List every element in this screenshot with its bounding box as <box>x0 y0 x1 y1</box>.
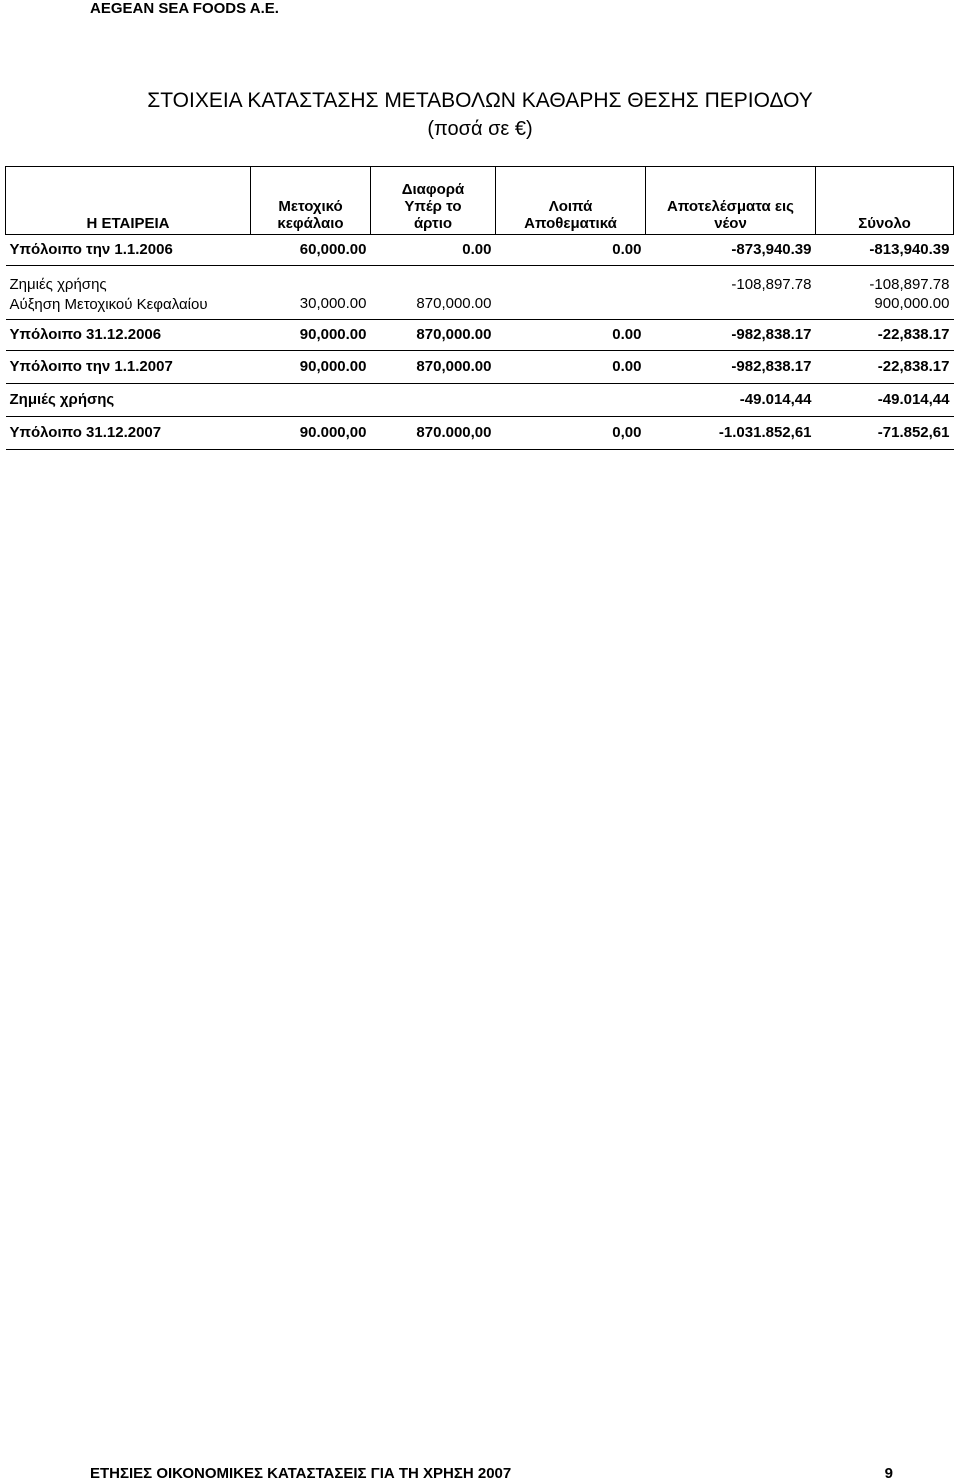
table-row <box>6 351 954 384</box>
table-header-row <box>6 167 954 235</box>
table-row <box>6 276 954 294</box>
cell-retained-earnings: -1.031.852,61 <box>646 417 816 450</box>
cell-other-reserves <box>496 276 646 294</box>
cell-other-reserves <box>496 294 646 320</box>
table-row <box>6 417 954 450</box>
cell-retained-earnings: -108,897.78 <box>731 276 812 293</box>
cell-share-capital: 60,000.00 <box>251 235 371 266</box>
page-number: 9 <box>884 1465 893 1482</box>
cell-retained-earnings <box>646 294 816 320</box>
row-label: Υπόλοιπο την 1.1.2007 <box>6 351 251 384</box>
cell-share-premium <box>371 384 496 417</box>
cell-share-premium: 870.000,00 <box>371 417 496 450</box>
column-header-other-reserves: Λοιπά Αποθεματικά <box>496 167 646 235</box>
cell-other-reserves <box>496 384 646 417</box>
row-label: Υπόλοιπο την 1.1.2006 <box>6 235 251 266</box>
cell-retained-earnings: -982,838.17 <box>646 351 816 384</box>
cell-retained-earnings: -873,940.39 <box>646 235 816 266</box>
cell-total: -22,838.17 <box>816 351 954 384</box>
column-header-share-capital: Μετοχικό κεφάλαιο <box>251 167 371 235</box>
cell-share-premium <box>371 276 496 294</box>
cell-share-capital: 90,000.00 <box>251 320 371 351</box>
cell-share-capital: 30,000.00 <box>299 295 367 312</box>
statement-title: ΣΤΟΙΧΕΙΑ ΚΑΤΑΣΤΑΣΗΣ ΜΕΤΑΒΟΛΩΝ ΚΑΘΑΡΗΣ ΘΕΣΗΣ ΠΕΡΙΟΔΟΥ <box>147 89 813 112</box>
row-label: Υπόλοιπο 31.12.2006 <box>6 320 251 351</box>
cell-share-premium: 0.00 <box>371 235 496 266</box>
cell-share-capital: 90.000,00 <box>251 417 371 450</box>
cell-retained-earnings: -982,838.17 <box>646 320 816 351</box>
cell-total: -71.852,61 <box>816 417 954 450</box>
row-label: Αύξηση Μετοχικού Κεφαλαίου <box>9 296 208 313</box>
table-row <box>6 384 954 417</box>
column-header-share-premium: Διαφορά Υπέρ το άρτιο <box>371 167 496 235</box>
equity-statement-table-wrapper <box>5 166 953 450</box>
cell-other-reserves: 0,00 <box>496 417 646 450</box>
cell-share-capital: 90,000.00 <box>251 351 371 384</box>
cell-share-capital <box>251 384 371 417</box>
cell-other-reserves: 0.00 <box>496 235 646 266</box>
row-label: Ζημιές χρήσης <box>9 276 107 293</box>
row-label: Υπόλοιπο 31.12.2007 <box>6 417 251 450</box>
table-row <box>6 294 954 320</box>
cell-other-reserves: 0.00 <box>496 351 646 384</box>
cell-share-capital <box>251 276 371 294</box>
statement-subtitle: (ποσά σε €) <box>427 118 533 140</box>
row-label: Ζημιές χρήσης <box>6 384 251 417</box>
cell-share-premium: 870,000.00 <box>371 320 496 351</box>
cell-share-premium: 870,000.00 <box>371 351 496 384</box>
column-header-retained-earnings: Αποτελέσματα εις νέον <box>646 167 816 235</box>
cell-share-premium: 870,000.00 <box>416 295 492 312</box>
cell-total: -813,940.39 <box>816 235 954 266</box>
company-name: AEGEAN SEA FOODS A.E. <box>90 0 279 17</box>
cell-total: -108,897.78 <box>869 276 950 293</box>
cell-total: 900,000.00 <box>874 295 950 312</box>
column-header-company: Η ΕΤΑΙΡΕΙΑ <box>6 167 251 235</box>
cell-total: -22,838.17 <box>816 320 954 351</box>
footer-text: ΕΤΗΣΙΕΣ ΟΙΚΟΝΟΜΙΚΕΣ ΚΑΤΑΣΤΑΣΕΙΣ ΓΙΑ ΤΗ ΧΡΗΣΗ 2007 <box>90 1465 512 1482</box>
cell-retained-earnings: -49.014,44 <box>646 384 816 417</box>
equity-statement-table <box>5 166 954 450</box>
table-row <box>6 320 954 351</box>
column-header-total: Σύνολο <box>816 167 954 235</box>
table-row <box>6 235 954 266</box>
cell-other-reserves: 0.00 <box>496 320 646 351</box>
cell-total: -49.014,44 <box>816 384 954 417</box>
